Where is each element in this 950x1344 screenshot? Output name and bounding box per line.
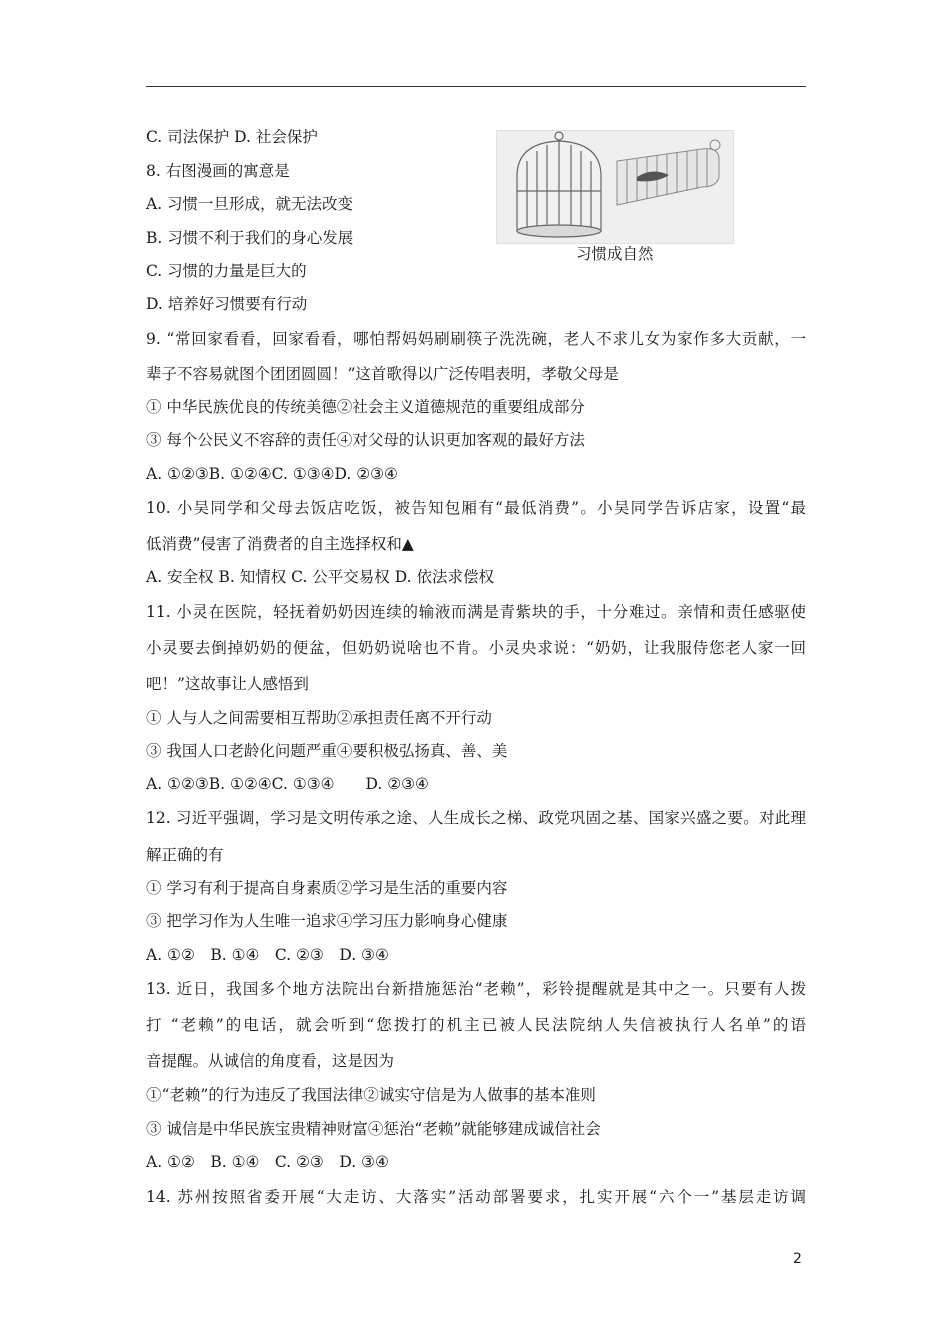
text-line: B. 习惯不利于我们的身心发展 [146,229,354,247]
text-line: ① 中华民族优良的传统美德②社会主义道德规范的重要组成部分 [146,398,585,416]
text-line: ③ 我国人口老龄化问题严重④要积极弘扬真、善、美 [146,742,508,760]
text-line: ③ 把学习作为人生唯一追求④学习压力影响身心健康 [146,912,508,930]
text-line: 低消费”侵害了消费者的自主选择权和▲ [146,535,414,553]
text-line: A. ①②③B. ①②④C. ①③④D. ②③④ [146,465,398,483]
text-line: 辈子不容易就图个团团圆圆！”这首歌得以广泛传唱表明，孝敬父母是 [146,365,619,383]
birdcage-cartoon [496,130,734,244]
page-number: 2 [793,1251,802,1267]
text-line: 解正确的有 [146,846,224,864]
text-line: 14. 苏州按照省委开展“大走访、大落实”活动部署要求，扎实开展“六个一”基层走访调 [146,1188,806,1206]
birdcage-icon [497,131,733,243]
text-line: ① 学习有利于提高自身素质②学习是生活的重要内容 [146,879,508,897]
text-line: D. 培养好习惯要有行动 [146,295,308,313]
figure-caption: 习惯成自然 [576,245,654,263]
text-line: A. ①② B. ①④ C. ②③ D. ③④ [146,946,389,964]
text-line: A. ①② B. ①④ C. ②③ D. ③④ [146,1153,389,1171]
text-line: 吧！”这故事让人感悟到 [146,675,309,693]
text-line: 打 “老赖”的电话，就会听到“您拨打的机主已被人民法院纳人失信被执行人名单”的语 [146,1016,806,1034]
text-line: C. 司法保护 D. 社会保护 [146,128,318,146]
text-line: 11. 小灵在医院，轻抚着奶奶因连续的输液而满是青紫块的手，十分难过。亲情和责任感驱使 [146,603,806,621]
text-line: C. 习惯的力量是巨大的 [146,262,307,280]
text-line: ③ 诚信是中华民族宝贵精神财富④惩治“老赖”就能够建成诚信社会 [146,1120,601,1138]
text-line: 8. 右图漫画的寓意是 [146,162,290,180]
text-line: ① 人与人之间需要相互帮助②承担责任离不开行动 [146,709,492,727]
text-line: A. ①②③B. ①②④C. ①③④ D. ②③④ [146,775,429,793]
text-line: 9. “常回家看看，回家看看，哪怕帮妈妈刷刷筷子洗洗碗，老人不求儿女为家作多大贡献，一 [146,330,806,348]
text-line: 10. 小吴同学和父母去饭店吃饭，被告知包厢有“最低消费”。小吴同学告诉店家，设置“最 [146,499,806,517]
text-line: ③ 每个公民义不容辞的责任④对父母的认识更加客观的最好方法 [146,431,585,449]
header-rule [146,86,806,87]
text-line: 音提醒。从诚信的角度看，这是因为 [146,1052,395,1070]
text-line: A. 习惯一旦形成，就无法改变 [146,195,354,213]
text-line: ①“老赖”的行为违反了我国法律②诚实守信是为人做事的基本准则 [146,1086,596,1104]
text-line: A. 安全权 B. 知情权 C. 公平交易权 D. 依法求偿权 [146,568,494,586]
text-line: 小灵要去倒掉奶奶的便盆，但奶奶说啥也不肯。小灵央求说：“奶奶，让我服侍您老人家一回 [146,639,806,657]
text-line: 12. 习近平强调，学习是文明传承之途、人生成长之梯、政党巩固之基、国家兴盛之要。对此理 [146,809,806,827]
text-line: 13. 近日，我国多个地方法院出台新措施惩治“老赖”，彩铃提醒就是其中之一。只要有人拨 [146,980,806,998]
